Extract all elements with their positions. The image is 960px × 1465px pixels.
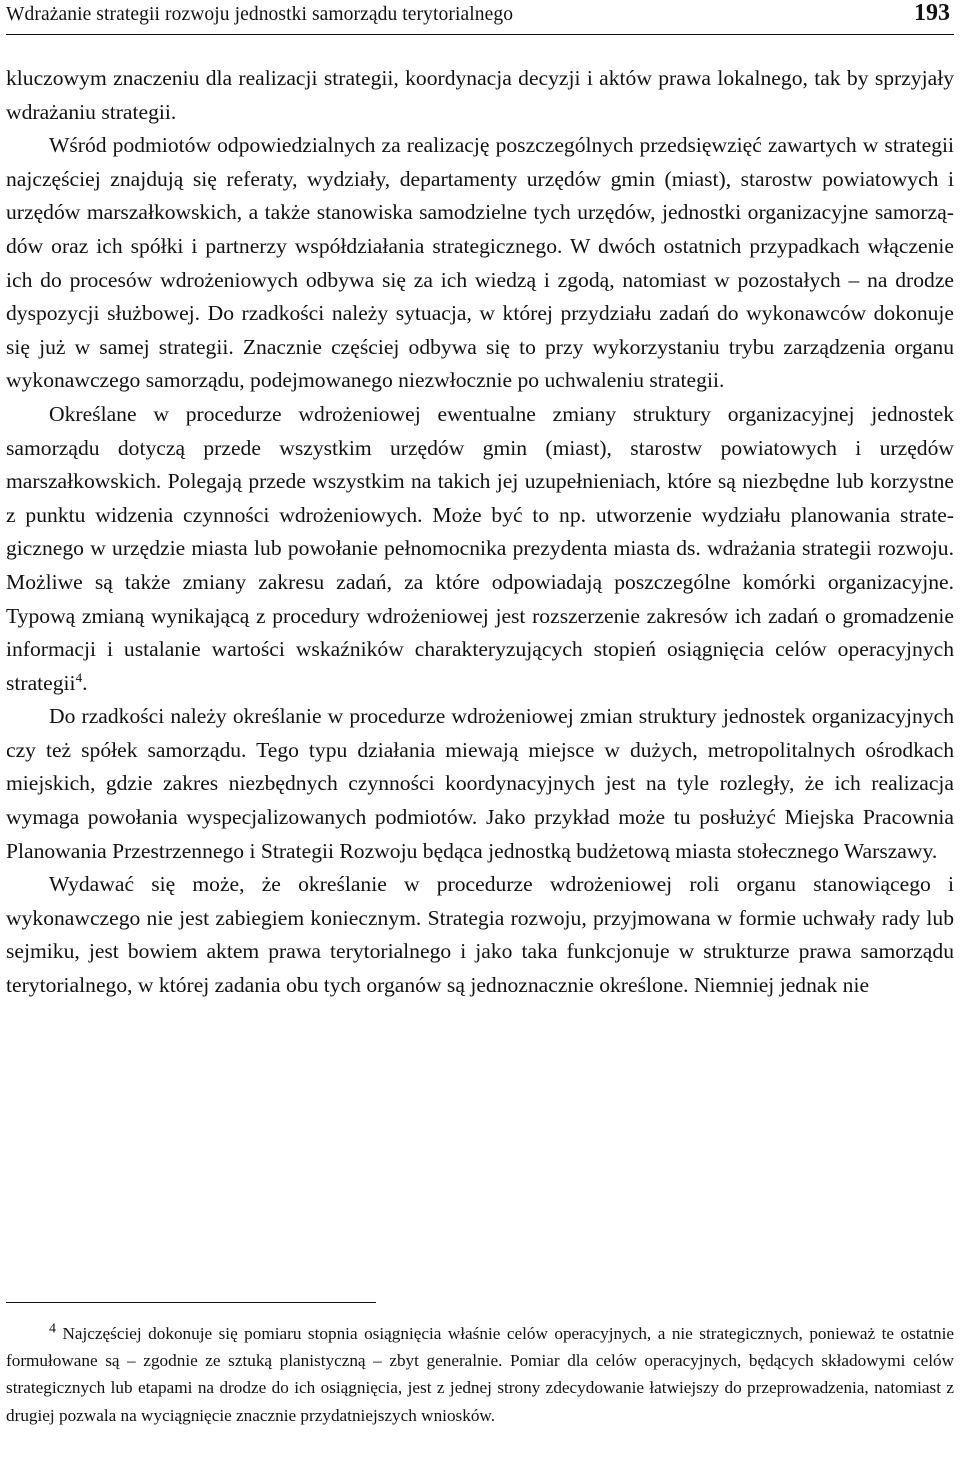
paragraph: Wydawać się może, że określanie w procedurze wdrożeniowej roli organu stanowiącego i wykonawczego nie jest zabiegiem koniecznym. Strategia rozwoju, przyjmowana w formie uchwały rady lub sejmiku, jest bowiem aktem prawa terytorialnego i jako taka funkcjonuje w strukturze prawa samorządu terytorialnego, w której zadania obu tych organów są jednoznacznie określone. Niemniej jednak nie bbox=[6, 872, 954, 998]
page-number: 193 bbox=[914, 0, 950, 26]
paragraph-text-end: . bbox=[82, 670, 88, 695]
footnote-number: 4 bbox=[49, 1321, 56, 1337]
paragraph-continuation: kluczowym znaczeniu dla realizacji strategii, koordynacja decyzji i aktów prawa lokalnego, tak by sprzyjały wdrażaniu strategii. bbox=[6, 66, 954, 124]
body-text bbox=[6, 62, 954, 1003]
paragraph-text: Określane w procedurze wdrożeniowej ewentualne zmiany struktury organizacyjnej jednostek samorządu dotyczą przede wszystkim urzędów gmin (miast), starostw powiatowych i urzędów marszałkowskich. Polegają przede wszystkim na takich jej uzupełnieniach, które są niezbędne lub korzystne z punktu widzenia czynności wdrożeniowych. Może być to np. utworzenie wydziału planowania strategicznego w urzędzie miasta lub powołanie pełnomocnika prezydenta miasta ds. wdrażania strategii rozwoju. Możliwe są także zmiany zakresu zadań, za które odpowiadają poszczególne komórki organizacyjne. Typową zmianą wynikającą z procedury wdrożeniowej jest rozszerzenie zakresów ich zadań o gromadzenie informacji i ustalanie wartości wskaźników charakteryzujących stopień osiągnięcia celów operacyjnych strategii bbox=[6, 401, 954, 695]
paragraph bbox=[6, 398, 954, 700]
running-title: Wdrażanie strategii rozwoju jednostki samorządu terytorialnego bbox=[6, 4, 514, 25]
running-header bbox=[6, 0, 954, 35]
paragraph: Wśród podmiotów odpowiedzialnych za realizację poszczególnych przedsięwzięć zawartych w strategii najczęściej znajdują się referaty, wydziały, departamenty urzędów gmin (miast), starostw powiatowych i urzędów marszałkowskich, a także stanowiska samodzielne tych urzędów, jednostki organizacyjne samorządów oraz ich spółki i partnerzy współdziałania strategicznego. W dwóch ostatnich przypadkach włączenie ich do procesów wdrożeniowych odbywa się za ich wiedzą i zgodą, natomiast w pozostałych – na drodze dyspozycji służbowej. Do rzadkości należy sytuacja, w której przydziału zadań do wykonawców dokonuje się już w samej strategii. Znacznie częściej odbywa się to przy wykorzystaniu trybu zarządzenia organu wykonawczego samorządu, podejmowanego niezwłocznie po uchwaleniu strategii. bbox=[6, 133, 954, 393]
footnote-paragraph bbox=[6, 1320, 954, 1429]
footnote-separator bbox=[6, 1302, 376, 1303]
footnote-text: Najczęściej dokonuje się pomiaru stopnia osiągnięcia właśnie celów operacyjnych, a nie strategicznych, ponieważ te ostatnie formułowane są – zgodnie ze sztuką planistyczną – zbyt generalnie. Pomiar dla celów operacyjnych, będących składowymi celów strategicznych lub etapami na drodze do ich osiągnięcia, jest z jednej strony zdecydowanie łatwiejszy do przeprowadzenia, natomiast z drugiej pozwala na wyciągnięcie znacznie przydatniejszych wniosków. bbox=[6, 1324, 954, 1425]
footnote bbox=[6, 1320, 954, 1429]
paragraph: Do rzadkości należy określanie w procedurze wdrożeniowej zmian struktury jednostek organizacyjnych czy też spółek samorządu. Tego typu działania miewają miejsce w dużych, metropolitalnych ośrodkach miejskich, gdzie zakres niezbędnych czynności koordynacyjnych jest na tyle rozległy, że ich realizacja wymaga powołania wyspecjalizowanych podmiotów. Jako przykład może tu posłużyć Miejska Pracownia Planowania Przestrzennego i Strategii Rozwoju będąca jednostką budżetową miasta stołecznego Warszawy. bbox=[6, 704, 954, 863]
footnote-reference[interactable]: 4 bbox=[75, 669, 83, 685]
